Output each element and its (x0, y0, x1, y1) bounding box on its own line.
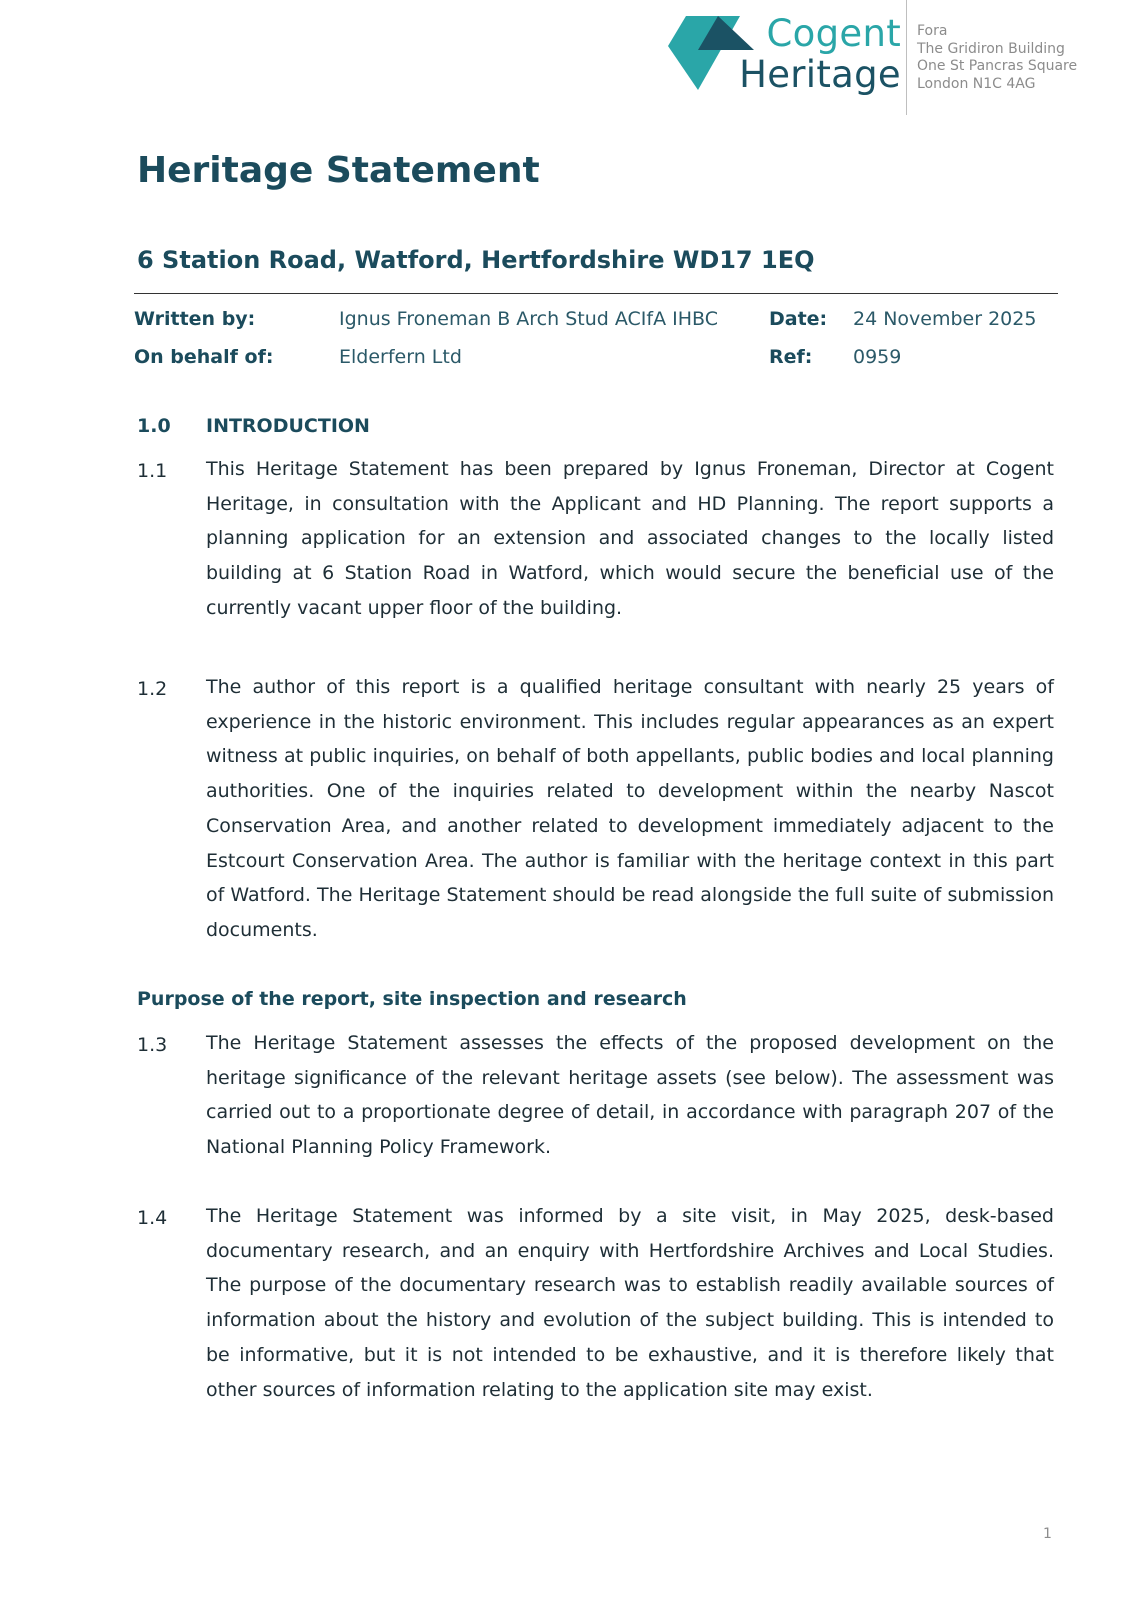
logo-word-cogent: Cogent (766, 12, 901, 55)
paragraph-number: 1.1 (137, 460, 168, 482)
address-line: The Gridiron Building (917, 40, 1065, 57)
address-line: London N1C 4AG (917, 75, 1036, 92)
on-behalf-value: Elderfern Ltd (339, 346, 462, 368)
written-by-value: Ignus Froneman B Arch Stud ACIfA IHBC (339, 308, 718, 330)
document-title: Heritage Statement (137, 150, 540, 191)
date-label: Date: (769, 308, 828, 330)
paragraph-number: 1.4 (137, 1207, 168, 1229)
ref-value: 0959 (853, 346, 902, 368)
header-divider (906, 0, 907, 115)
paragraph-text: The author of this report is a qualified heritage consultant with nearly 25 years of experience in the historic environment. This includes regular appearances as an expert witness at public inquiries, on behalf of both appellants, public bodies and local planning authorities. One of the inquiries related to development within the nearby Nascot Conservation Area, and another related to development immediately adjacent to the Estcourt Conservation Area. The author is familiar with the heritage context in this part of Watford. The Heritage Statement should be read alongside the full suite of submission documents. (206, 676, 1054, 941)
date-value: 24 November 2025 (853, 308, 1037, 330)
section-number: 1.0 (137, 415, 171, 437)
on-behalf-label: On behalf of: (134, 346, 274, 368)
title-rule (134, 293, 1058, 294)
subsection-heading: Purpose of the report, site inspection and research (137, 988, 687, 1010)
address-line: Fora (917, 23, 948, 39)
logo-word-heritage: Heritage (739, 53, 901, 96)
address-line: One St Pancras Square (917, 58, 1078, 74)
paragraph-text: The Heritage Statement assesses the effects of the proposed development on the heritage significance of the relevant heritage assets (see below). The assessment was carried out to a proportionate degree of detail, in accordance with paragraph 207 of the National Planning Policy Framework. (206, 1032, 1054, 1159)
written-by-label: Written by: (134, 308, 256, 330)
paragraph-text: This Heritage Statement has been prepared by Ignus Froneman, Director at Cogent Heritage, in consultation with the Applicant and HD Planning. The report supports a planning application for an extension and associated changes to the locally listed building at 6 Station Road in Watford, which would secure the beneficial use of the currently vacant upper floor of the building. (206, 458, 1054, 619)
paragraph-text: The Heritage Statement was informed by a site visit, in May 2025, desk-based documentary research, and an enquiry with Hertfordshire Archives and Local Studies. The purpose of the documentary research was to establish readily available sources of information about the history and evolution of the subject building. This is intended to be informative, but it is not intended to be exhaustive, and it is therefore likely that other sources of information relating to the application site may exist. (206, 1205, 1054, 1401)
section-heading: INTRODUCTION (206, 415, 370, 437)
paragraph-number: 1.3 (137, 1034, 168, 1056)
document-subtitle: 6 Station Road, Watford, Hertfordshire WD17 1EQ (137, 246, 815, 274)
logo-wordmark (726, 14, 901, 96)
company-address (917, 23, 1077, 93)
ref-label: Ref: (769, 346, 813, 368)
page-number: 1 (1043, 1526, 1052, 1542)
paragraph-number: 1.2 (137, 678, 168, 700)
